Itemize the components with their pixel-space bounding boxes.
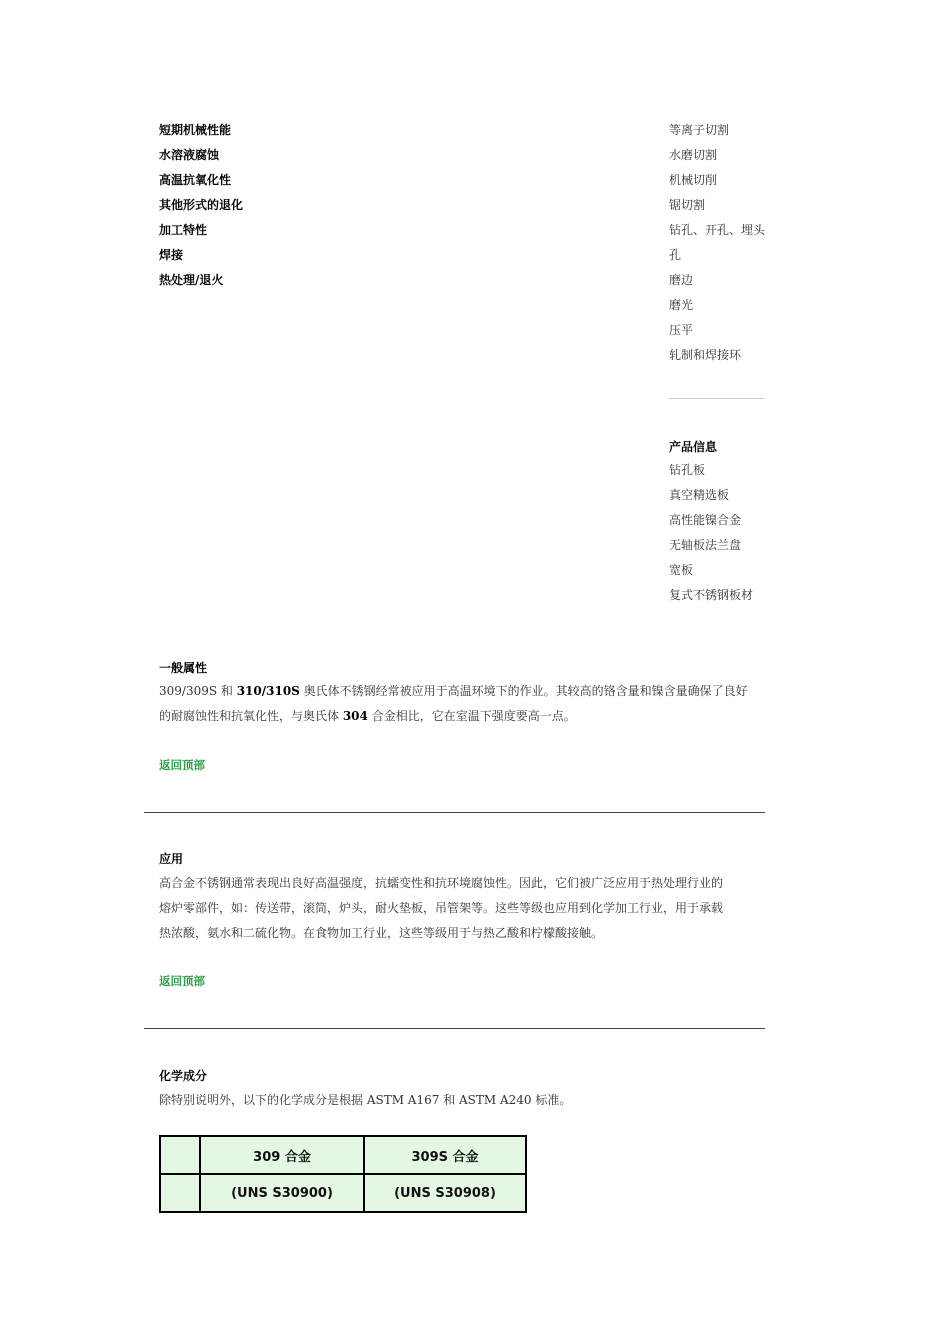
applications-line: 高合金不锈钢通常表现出良好高温强度，抗蠕变性和抗环境腐蚀性。因此，它们被广泛应用于热处理行业的	[159, 876, 724, 890]
table-row	[160, 1174, 526, 1212]
link-high-temp-oxidation[interactable]: 高温抗氧化性	[159, 173, 232, 187]
chemistry-text: 除特别说明外，以下的化学成分是根据 ASTM A167 和 ASTM A240 标准。	[159, 1093, 572, 1107]
process-list	[669, 118, 769, 368]
process-item[interactable]: 孔	[669, 248, 682, 262]
back-to-top-link[interactable]: 返回顶部	[159, 758, 205, 772]
composition-table	[159, 1135, 527, 1213]
section-divider	[144, 812, 765, 813]
product-item[interactable]: 真空精选板	[669, 488, 730, 502]
general-bold-grade: 304	[342, 709, 368, 723]
table-cell	[160, 1174, 200, 1212]
link-welding[interactable]: 焊接	[159, 248, 184, 262]
applications-paragraph	[159, 871, 769, 946]
process-item[interactable]: 轧制和焊接环	[669, 348, 742, 362]
product-info-heading: 产品信息	[669, 440, 718, 454]
process-item[interactable]: 锯切割	[669, 198, 706, 212]
link-fabrication[interactable]: 加工特性	[159, 223, 208, 237]
process-item[interactable]: 磨光	[669, 298, 694, 312]
table-header-309: 309 合金	[200, 1136, 364, 1174]
left-link-list	[159, 118, 243, 293]
general-paragraph	[159, 679, 769, 729]
general-text: 309/309S 和	[159, 684, 237, 698]
chemistry-heading: 化学成分	[159, 1069, 208, 1083]
product-item[interactable]: 无轴板法兰盘	[669, 538, 742, 552]
general-bold-grade: 310/310S	[236, 684, 300, 698]
table-uns-309: (UNS S30900)	[200, 1174, 364, 1212]
sidebar-divider	[669, 398, 765, 399]
link-aqueous-corrosion[interactable]: 水溶液腐蚀	[159, 148, 220, 162]
table-cell	[160, 1136, 200, 1174]
process-item[interactable]: 磨边	[669, 273, 694, 287]
product-item[interactable]: 钻孔板	[669, 463, 706, 477]
link-heat-treatment[interactable]: 热处理/退火	[159, 273, 224, 287]
general-text: 奥氏体不锈钢经常被应用于高温环境下的作业。其较高的铬含量和镍含量确保了良好	[299, 684, 748, 698]
section-divider	[144, 1028, 765, 1029]
product-item[interactable]: 复式不锈钢板材	[669, 588, 754, 602]
applications-heading: 应用	[159, 852, 184, 866]
link-other-degradation[interactable]: 其他形式的退化	[159, 198, 244, 212]
table-row	[160, 1136, 526, 1174]
back-to-top-link[interactable]: 返回顶部	[159, 974, 205, 988]
link-short-term-mechanical[interactable]: 短期机械性能	[159, 123, 232, 137]
general-text: 的耐腐蚀性和抗氧化性，与奥氏体	[159, 709, 343, 723]
product-info-list	[669, 436, 779, 608]
process-item[interactable]: 水磨切割	[669, 148, 718, 162]
process-item[interactable]: 等离子切割	[669, 123, 730, 137]
table-header-309s: 309S 合金	[364, 1136, 526, 1174]
product-item[interactable]: 宽板	[669, 563, 694, 577]
process-item[interactable]: 压平	[669, 323, 694, 337]
applications-line: 热浓酸，氨水和二硫化物。在食物加工行业，这些等级用于与热乙酸和柠檬酸接触。	[159, 926, 604, 940]
product-item[interactable]: 高性能镍合金	[669, 513, 742, 527]
general-heading: 一般属性	[159, 661, 208, 675]
applications-line: 熔炉零部件，如：传送带，滚筒，炉头，耐火垫板，吊管架等。这些等级也应用到化学加工行业，用于承载	[159, 901, 724, 915]
general-text: 合金相比，它在室温下强度要高一点。	[367, 709, 576, 723]
process-item[interactable]: 钻孔、开孔、埋头	[669, 223, 766, 237]
table-uns-309s: (UNS S30908)	[364, 1174, 526, 1212]
process-item[interactable]: 机械切削	[669, 173, 718, 187]
